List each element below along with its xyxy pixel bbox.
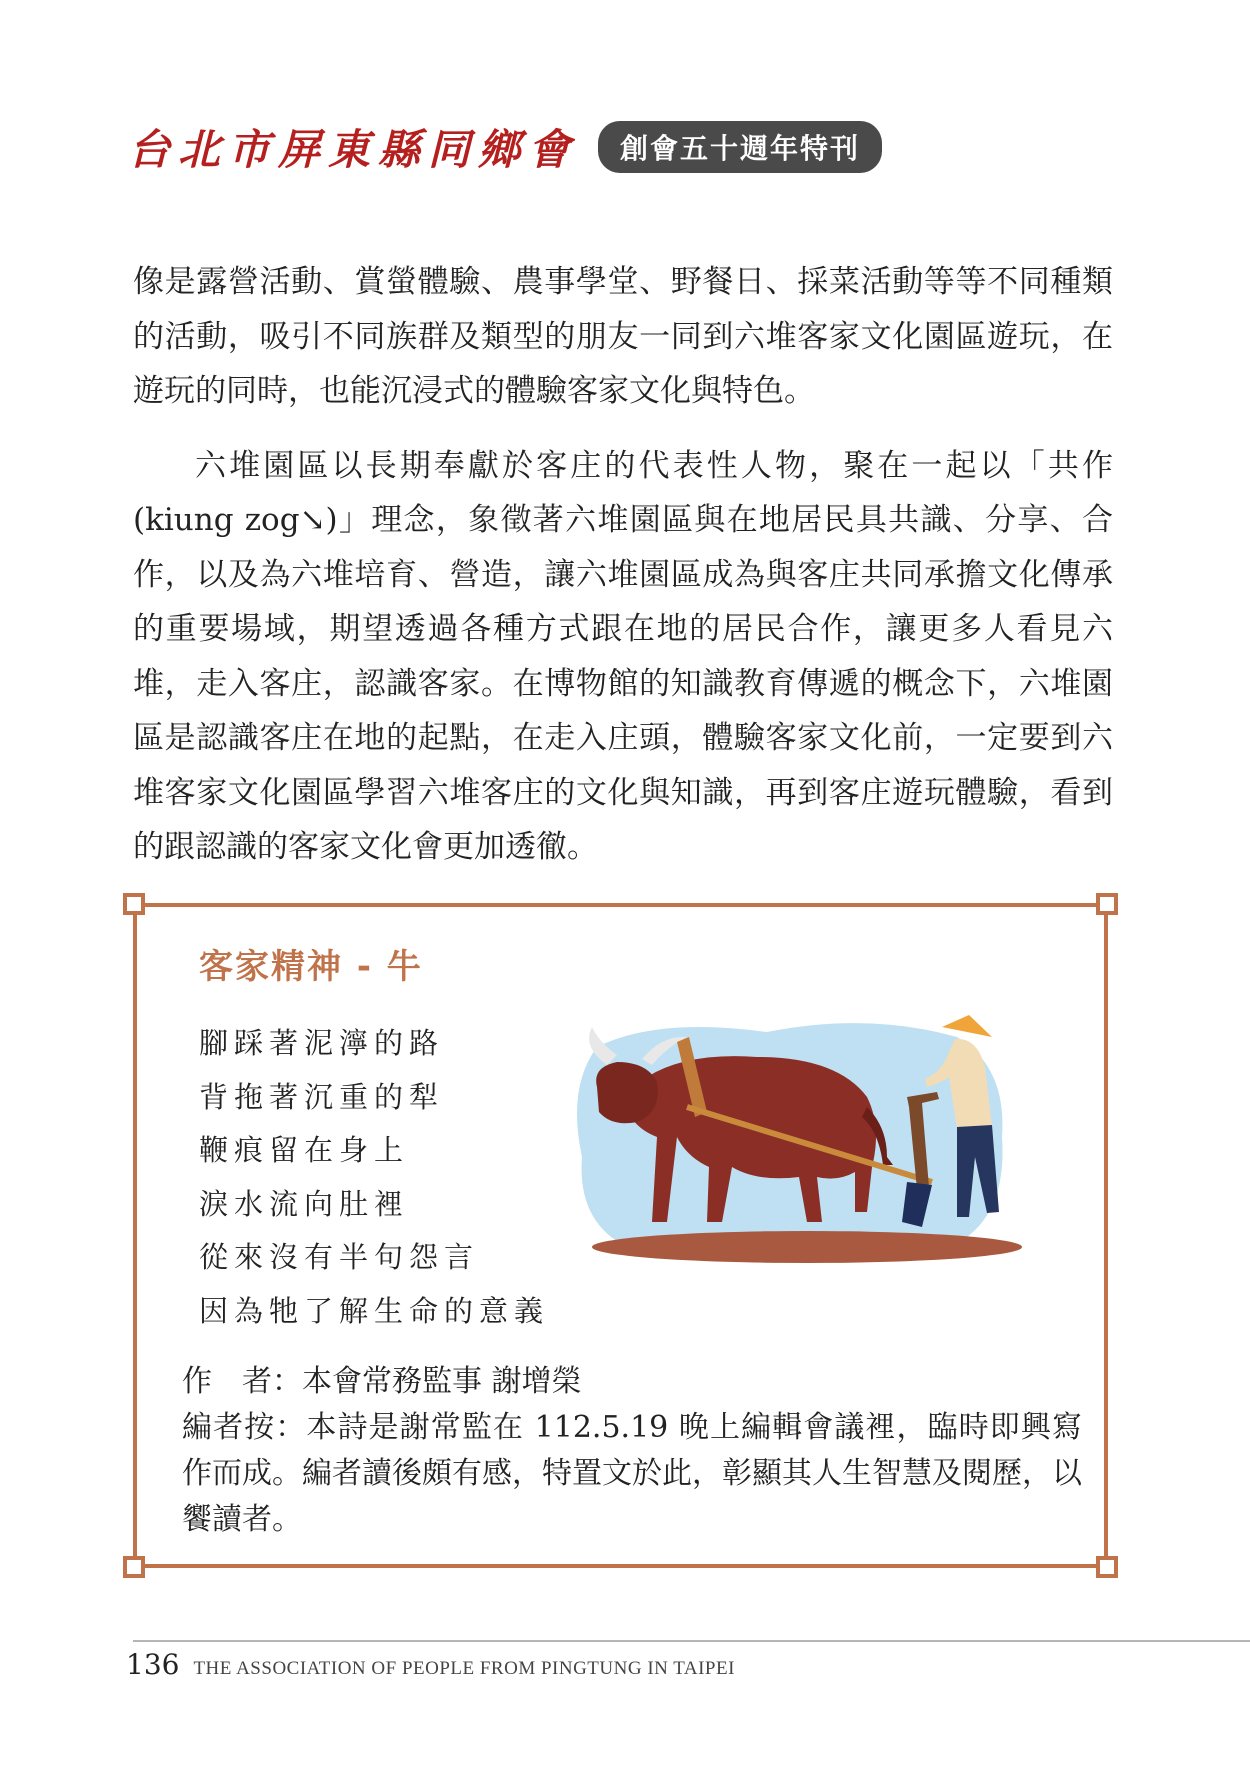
poem <box>199 1017 549 1338</box>
frame-corner-ornament <box>1096 1556 1118 1578</box>
article-body <box>133 255 1113 875</box>
paragraph: 像是露營活動、賞螢體驗、農事學堂、野餐日、採菜活動等等不同種類的活動，吸引不同族群及類型的朋友一同到六堆客家文化園區遊玩，在遊玩的同時，也能沉浸式的體驗客家文化與特色。 <box>133 264 1113 409</box>
publication-name: THE ASSOCIATION OF PEOPLE FROM PINGTUNG IN TAIPEI <box>193 1658 735 1679</box>
footer-divider <box>133 1640 1250 1642</box>
page-footer <box>126 1648 735 1681</box>
association-title: 台北市屏東縣同鄉會 <box>128 125 579 174</box>
paragraph: 六堆園區以長期奉獻於客庄的代表性人物，聚在一起以「共作(kiung zog↘)」理念，象徵著六堆園區與在地居民具共識、分享、合作，以及為六堆培育、營造，讓六堆園區成為與客庄共同承擔文化傳承的重要場域，期望透過各種方式跟在地的居民合作，讓更多人看見六堆，走入客庄，認識客家。在博物館的知識教育傳遞的概念下，六堆園區是認識客庄在地的起點，在走入庄頭，體驗客家文化前，一定要到六堆客家文化園區學習六堆客庄的文化與知識，再到客庄遊玩體驗，看到的跟認識的客家文化會更加透徹。 <box>133 447 1113 865</box>
poem-line: 淚水流向肚裡 <box>199 1186 410 1221</box>
poem-sidebar-box <box>133 903 1108 1568</box>
frame-corner-ornament <box>123 1556 145 1578</box>
page-header <box>128 112 882 182</box>
frame-corner-ornament <box>1096 893 1118 915</box>
poem-line: 鞭痕留在身上 <box>199 1133 410 1167</box>
poem-line: 因為牠了解生命的意義 <box>199 1293 550 1328</box>
ox-plowing-illustration <box>537 1007 1037 1269</box>
author-line: 作 者：本會常務監事 謝增榮 <box>182 1364 582 1399</box>
poem-line: 從來沒有半句怨言 <box>199 1240 480 1274</box>
issue-badge: 創會五十週年特刊 <box>598 121 882 173</box>
editor-note: 編者按：本詩是謝常監在 112.5.19 晚上編輯會議裡，臨時即興寫作而成。編者讀後頗有感，特置文於此，彰顯其人生智慧及閱歷，以饗讀者。 <box>182 1410 1082 1537</box>
credits <box>182 1359 1082 1543</box>
poem-line: 腳踩著泥濘的路 <box>199 1026 445 1060</box>
poem-line: 背拖著沉重的犁 <box>199 1079 445 1114</box>
page-number: 136 <box>126 1648 180 1681</box>
frame-corner-ornament <box>123 893 145 915</box>
sidebar-title: 客家精神 - 牛 <box>199 947 423 987</box>
